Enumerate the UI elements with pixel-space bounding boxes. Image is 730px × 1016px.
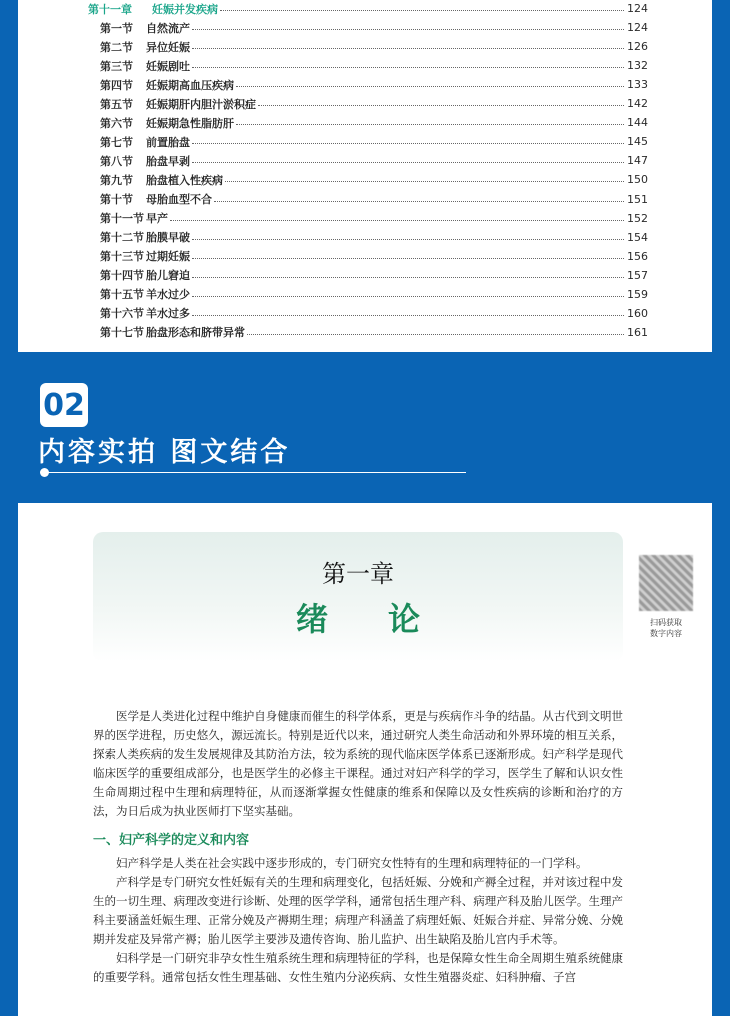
qr-caption-line1: 扫码获取 (650, 618, 682, 627)
toc-section-title: 异位妊娠 (146, 40, 190, 54)
toc-section-title: 过期妊娠 (146, 250, 190, 264)
toc-leader-dots (170, 220, 648, 221)
toc-leader-dots (192, 143, 648, 144)
toc-section-number: 第十七节 (100, 326, 144, 340)
toc-page-number: 142 (627, 97, 648, 111)
toc-section-number: 第十六节 (100, 307, 144, 321)
toc-page-number: 124 (627, 2, 648, 15)
toc-row (18, 94, 712, 113)
toc-page-number: 145 (627, 135, 648, 149)
toc-leader-dots (192, 29, 648, 30)
toc-leader-dots (214, 201, 648, 202)
toc-leader-dots (247, 334, 648, 335)
chapter-label: 第一章 (322, 560, 394, 588)
toc-page-number: 159 (627, 287, 648, 301)
toc-row (18, 132, 712, 151)
toc-row (18, 37, 712, 56)
toc-row (18, 190, 712, 209)
toc-row (18, 151, 712, 170)
toc-section-number: 第十五节 (100, 288, 144, 302)
toc-page-number: 151 (627, 192, 648, 206)
toc-section-number: 第六节 (100, 116, 133, 130)
toc-page-number: 152 (627, 211, 648, 225)
toc-leader-dots (192, 162, 648, 163)
toc-section-title: 妊娠期高血压疾病 (146, 78, 234, 92)
toc-section-title: 胎儿窘迫 (146, 269, 190, 283)
toc-section-number: 第十二节 (100, 231, 144, 245)
toc-leader-dots (192, 277, 648, 278)
toc-panel (18, 0, 712, 352)
toc-section-title: 母胎血型不合 (146, 193, 212, 206)
toc-section-title: 胎盘形态和脐带异常 (146, 326, 245, 340)
toc-section-number: 第十节 (100, 193, 133, 206)
toc-page-number: 132 (627, 59, 648, 73)
toc-section-title: 妊娠剧吐 (146, 59, 190, 73)
toc-leader-dots (192, 48, 648, 49)
paragraph: 医学是人类进化过程中维护自身健康而催生的科学体系，更是与疾病作斗争的结晶。从古代到文明世界的医学进程，历史悠久，源远流长。特别是近代以来，通过研究人类生命活动和外界环境的相互关系，探索人类疾病的发生发展规律及其防治方法，较为系统的现代临床医学体系已逐渐形成。妇产科学是现代临床医学的重要组成部分，也是医学生的必修主干课程。通过对妇产科学的学习，医学生了解和认识女性生命周期过程中生理和病理特征，从而逐渐掌握女性健康的维系和保障以及女性疾病的诊断和治疗的方法，为日后成为执业医师打下坚实基础。 (93, 709, 623, 818)
paragraph: 产科学是专门研究女性妊娠有关的生理和病理变化，包括妊娠、分娩和产褥全过程，并对该过程中发生的一切生理、病理改变进行诊断、处理的医学学科，通常包括生理产科、病理产科及胎儿医学。生理产科主要涵盖妊娠生理、正常分娩及产褥期生理；病理产科涵盖了病理妊娠、妊娠合并症、异常分娩、分娩期并发症及异常产褥；胎儿医学主要涉及遗传咨询、胎儿监护、出生缺陷及胎儿宫内手术等。 (93, 875, 623, 946)
toc-row (18, 323, 712, 342)
toc-section-number: 第七节 (100, 135, 133, 149)
toc-section-number: 第二节 (100, 40, 133, 54)
book-page (18, 503, 712, 1016)
toc-leader-dots (192, 67, 648, 68)
toc-section-number: 第八节 (100, 154, 133, 168)
toc-leader-dots (258, 105, 648, 106)
qr-code-icon[interactable] (639, 555, 693, 611)
toc-page-number: 154 (627, 230, 648, 244)
toc-page-number: 147 (627, 154, 648, 168)
toc-section-title: 妊娠期肝内胆汁淤积症 (146, 97, 256, 111)
toc-section-number: 第十一节 (100, 212, 144, 226)
section-title: 内容实拍 图文结合 (38, 437, 291, 468)
toc-section-title: 胎膜早破 (146, 231, 190, 245)
toc-leader-dots (236, 124, 648, 125)
section-number-badge: 02 (40, 383, 88, 427)
toc-page-number: 157 (627, 268, 648, 282)
toc-page-number: 144 (627, 116, 648, 130)
toc-section-title: 胎盘早剥 (146, 154, 190, 168)
toc-leader-dots (225, 181, 648, 182)
toc-page-number: 156 (627, 249, 648, 263)
toc-page-number: 133 (627, 78, 648, 92)
body-text (93, 707, 623, 987)
toc-leader-dots (236, 86, 648, 87)
toc-section-title: 早产 (146, 212, 168, 226)
toc-page-number: 161 (627, 325, 648, 339)
toc-section-number: 第一节 (100, 21, 133, 35)
chapter-banner (93, 532, 623, 662)
section-heading: 一、妇产科学的定义和内容 (93, 833, 250, 848)
toc-section-number: 第十一章 (88, 2, 132, 16)
toc-row (18, 56, 712, 75)
paragraph: 妇产科学是人类在社会实践中逐步形成的，专门研究女性特有的生理和病理特征的一门学科。 (116, 856, 588, 870)
qr-caption-line2: 数字内容 (650, 629, 682, 638)
toc-row (18, 247, 712, 266)
toc-leader-dots (220, 10, 648, 11)
qr-caption (636, 617, 696, 639)
toc-section-title: 妊娠期急性脂肪肝 (146, 116, 234, 130)
toc-row (18, 228, 712, 247)
toc-row (18, 304, 712, 323)
toc-section-title: 妊娠并发疾病 (152, 2, 218, 16)
toc-section-title: 羊水过多 (146, 307, 190, 321)
section-underline (44, 472, 466, 473)
toc-section-number: 第四节 (100, 78, 133, 92)
toc-page-number: 160 (627, 306, 648, 320)
toc-page-number: 150 (627, 173, 648, 187)
toc-leader-dots (192, 258, 648, 259)
toc-section-title: 羊水过少 (146, 288, 190, 302)
toc-page-number: 124 (627, 21, 648, 35)
toc-row (18, 266, 712, 285)
toc-leader-dots (192, 296, 648, 297)
toc-section-number: 第十四节 (100, 269, 144, 283)
toc-section-number: 第十三节 (100, 250, 144, 264)
toc-section-number: 第五节 (100, 97, 133, 111)
paragraph: 妇科学是一门研究非孕女性生殖系统生理和病理特征的学科，也是保障女性生命全周期生殖系统健康的重要学科。通常包括女性生理基础、女性生殖内分泌疾病、女性生殖器炎症、妇科肿瘤、子宫 (93, 951, 623, 984)
section-underline-dot (40, 468, 49, 477)
toc-row (18, 75, 712, 94)
chapter-name: 绪论 (295, 600, 480, 638)
toc-leader-dots (192, 239, 648, 240)
toc-row (18, 18, 712, 37)
toc-section-number: 第九节 (100, 173, 133, 187)
toc-row (18, 170, 712, 189)
toc-row (18, 285, 712, 304)
toc-row (18, 113, 712, 132)
toc-section-title: 前置胎盘 (146, 135, 190, 149)
toc-row (18, 209, 712, 228)
toc-section-title: 自然流产 (146, 21, 190, 35)
toc-section-number: 第三节 (100, 59, 133, 73)
toc-chapter-row (18, 0, 712, 18)
toc-leader-dots (192, 315, 648, 316)
toc-section-title: 胎盘植入性疾病 (146, 173, 223, 187)
toc-page-number: 126 (627, 40, 648, 54)
